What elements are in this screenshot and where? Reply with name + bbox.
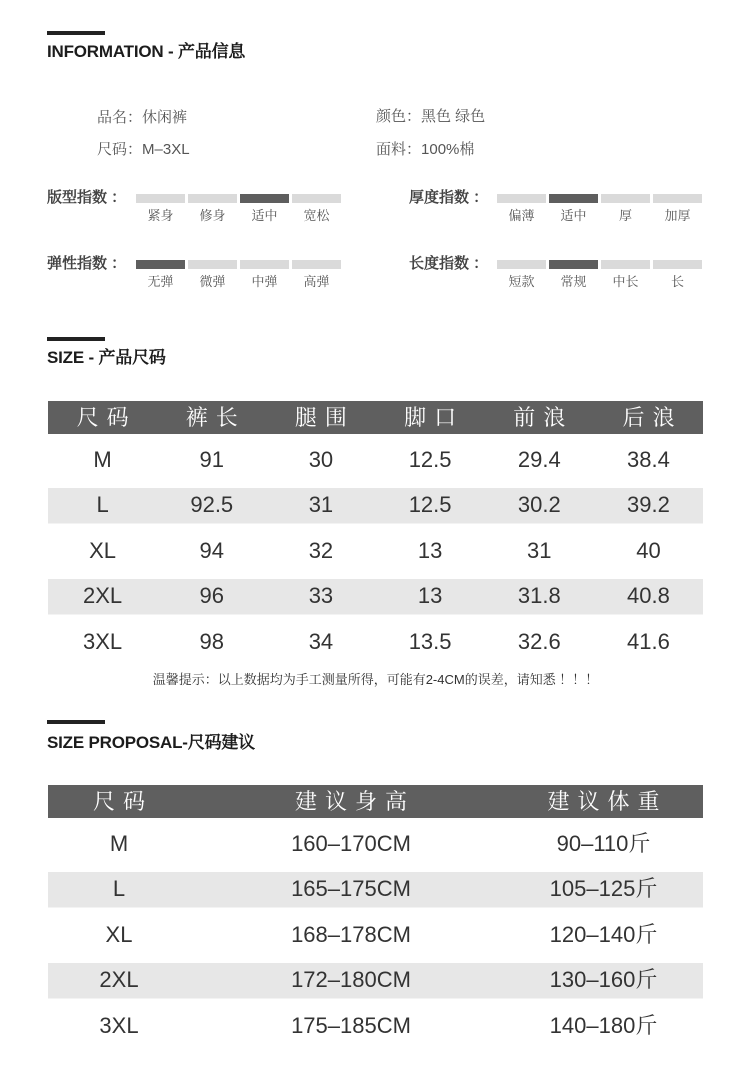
table-cell: 90–110斤 — [556, 830, 651, 856]
table-row — [48, 619, 703, 665]
index-option-label: 中长 — [612, 274, 639, 289]
proposal-section-title: SIZE PROPOSAL-尺码建议 — [47, 733, 255, 752]
field-value: 黑色 绿色 — [421, 108, 486, 125]
table-row — [48, 1003, 703, 1049]
table-cell: 13 — [417, 537, 443, 563]
table-cell: 130–160斤 — [549, 967, 658, 993]
index-scale-segment — [188, 194, 237, 203]
index-label: 弹性指数 ： — [47, 255, 127, 272]
table-cell: 92.5 — [190, 492, 234, 518]
field-fabric — [376, 141, 474, 159]
table-cell: 32.6 — [517, 628, 561, 654]
field-value: M–3XL — [142, 141, 190, 158]
table-row — [48, 483, 703, 529]
table-cell: 94 — [199, 537, 224, 563]
table-row — [48, 821, 703, 867]
index-option-label: 紧身 — [147, 208, 174, 223]
index-scale-segment — [601, 194, 650, 203]
table-cell: 30.2 — [517, 492, 561, 518]
table-header-cell: 尺码 — [92, 789, 153, 814]
index-option-label: 厚 — [618, 208, 632, 223]
table-cell: 31.8 — [517, 583, 561, 609]
table-cell: M — [93, 446, 112, 472]
index-scale-segment-selected — [549, 260, 598, 269]
index-option-label: 修身 — [199, 208, 226, 223]
field-label: 尺码： — [97, 141, 143, 158]
table-cell: 13 — [417, 583, 443, 609]
index-label: 长度指数 ： — [409, 255, 489, 272]
table-header-cell: 建议身高 — [294, 789, 415, 814]
table-cell: 3XL — [83, 628, 123, 654]
index-option-label: 适中 — [560, 208, 587, 223]
index-option-label: 无弹 — [147, 274, 174, 289]
index-options — [497, 274, 702, 290]
table-cell: 38.4 — [627, 446, 670, 472]
size-section-bar — [47, 337, 105, 341]
index-option-label: 短款 — [508, 274, 535, 289]
index-option-label: 微弹 — [199, 274, 226, 289]
table-row — [48, 528, 703, 574]
index-option-label: 长 — [670, 274, 684, 289]
table-cell: 3XL — [99, 1012, 139, 1038]
index-scale-segment — [497, 194, 546, 203]
table-cell: 13.5 — [408, 628, 452, 654]
field-value: 100%棉 — [421, 141, 475, 158]
table-header-cell: 脚口 — [404, 405, 465, 430]
index-options — [136, 208, 341, 224]
table-row — [48, 912, 703, 958]
index-scale-segment — [188, 260, 237, 269]
table-cell: 12.5 — [408, 492, 452, 518]
index-option-label: 中弹 — [251, 274, 278, 289]
index-scale-segment — [240, 260, 289, 269]
table-cell: 41.6 — [627, 628, 670, 654]
index-scale-segment — [653, 194, 702, 203]
table-cell: 31 — [527, 537, 552, 563]
table-cell: 105–125斤 — [549, 876, 658, 902]
table-cell: 30 — [308, 446, 334, 472]
index-scale-segment-selected — [136, 260, 185, 269]
index-scale-segment — [136, 194, 185, 203]
index-scale — [497, 194, 702, 203]
table-cell: 40.8 — [627, 583, 670, 609]
table-header-row — [48, 401, 703, 434]
length-index — [409, 255, 709, 295]
table-cell: M — [109, 830, 129, 856]
table-cell: 40 — [636, 537, 661, 563]
field-value: 休闲裤 — [142, 109, 188, 126]
table-header-cell: 尺码 — [76, 405, 137, 430]
field-size-range — [97, 141, 190, 159]
table-row — [48, 867, 703, 913]
table-cell: 31 — [308, 492, 334, 518]
index-option-label: 宽松 — [303, 208, 330, 223]
table-cell: 2XL — [99, 967, 139, 993]
field-product-name — [97, 109, 187, 127]
table-header-cell: 后浪 — [622, 405, 683, 430]
table-cell: XL — [105, 921, 133, 947]
table-cell: 165–175CM — [291, 876, 411, 902]
table-cell: 120–140斤 — [549, 921, 658, 947]
size-proposal-table — [48, 785, 703, 1049]
table-cell: L — [96, 492, 109, 518]
table-cell: 175–185CM — [291, 1012, 411, 1038]
table-cell: 34 — [308, 628, 334, 654]
table-header-cell: 腿围 — [294, 405, 355, 430]
index-scale-segment — [601, 260, 650, 269]
field-color — [376, 108, 485, 126]
table-cell: 32 — [308, 537, 334, 563]
table-cell: 2XL — [83, 583, 123, 609]
index-scale-segment-selected — [240, 194, 289, 203]
table-header-cell: 前浪 — [513, 405, 574, 430]
table-cell: 172–180CM — [291, 967, 411, 993]
table-row — [48, 437, 703, 483]
table-cell: 12.5 — [408, 446, 452, 472]
field-label: 颜色： — [376, 108, 422, 125]
table-header-cell: 建议体重 — [547, 789, 668, 814]
index-scale-segment — [292, 260, 341, 269]
index-scale-segment — [497, 260, 546, 269]
table-cell: 96 — [199, 583, 224, 609]
index-option-label: 加厚 — [664, 208, 691, 223]
table-header-cell: 裤长 — [185, 405, 246, 430]
table-cell: 168–178CM — [291, 921, 411, 947]
field-label: 面料： — [376, 141, 422, 158]
table-cell: XL — [89, 537, 117, 563]
index-option-label: 常规 — [560, 274, 587, 289]
table-cell: L — [112, 876, 126, 902]
table-header-row — [48, 785, 703, 818]
proposal-section-bar — [47, 720, 105, 724]
index-option-label: 偏薄 — [508, 208, 535, 223]
index-scale — [136, 260, 341, 269]
index-options — [136, 274, 341, 290]
size-chart-table — [48, 401, 703, 665]
field-label: 品名： — [97, 109, 143, 126]
index-scale-segment-selected — [549, 194, 598, 203]
table-cell: 39.2 — [627, 492, 670, 518]
index-option-label: 适中 — [251, 208, 278, 223]
table-cell: 98 — [199, 628, 224, 654]
table-cell: 140–180斤 — [549, 1012, 658, 1038]
fit-index — [47, 189, 347, 229]
info-section-title: INFORMATION - 产品信息 — [47, 42, 246, 61]
index-options — [497, 208, 702, 224]
table-cell: 91 — [199, 446, 224, 472]
index-label: 版型指数 ： — [47, 189, 127, 206]
table-row — [48, 574, 703, 620]
size-section-title: SIZE - 产品尺码 — [47, 348, 166, 367]
thickness-index — [409, 189, 709, 229]
index-scale — [136, 194, 341, 203]
stretch-index — [47, 255, 347, 295]
table-cell: 33 — [308, 583, 334, 609]
index-scale-segment — [653, 260, 702, 269]
index-scale-segment — [292, 194, 341, 203]
index-option-label: 高弹 — [303, 274, 330, 289]
measurement-note: 温馨提示：以上数据均为手工测量所得，可能有2-4CM的误差，请知悉 ！！！ — [152, 672, 599, 687]
table-cell: 160–170CM — [291, 830, 411, 856]
index-scale — [497, 260, 702, 269]
info-section-bar — [47, 31, 105, 35]
table-cell: 29.4 — [517, 446, 561, 472]
index-label: 厚度指数 ： — [409, 189, 489, 206]
table-row — [48, 958, 703, 1004]
